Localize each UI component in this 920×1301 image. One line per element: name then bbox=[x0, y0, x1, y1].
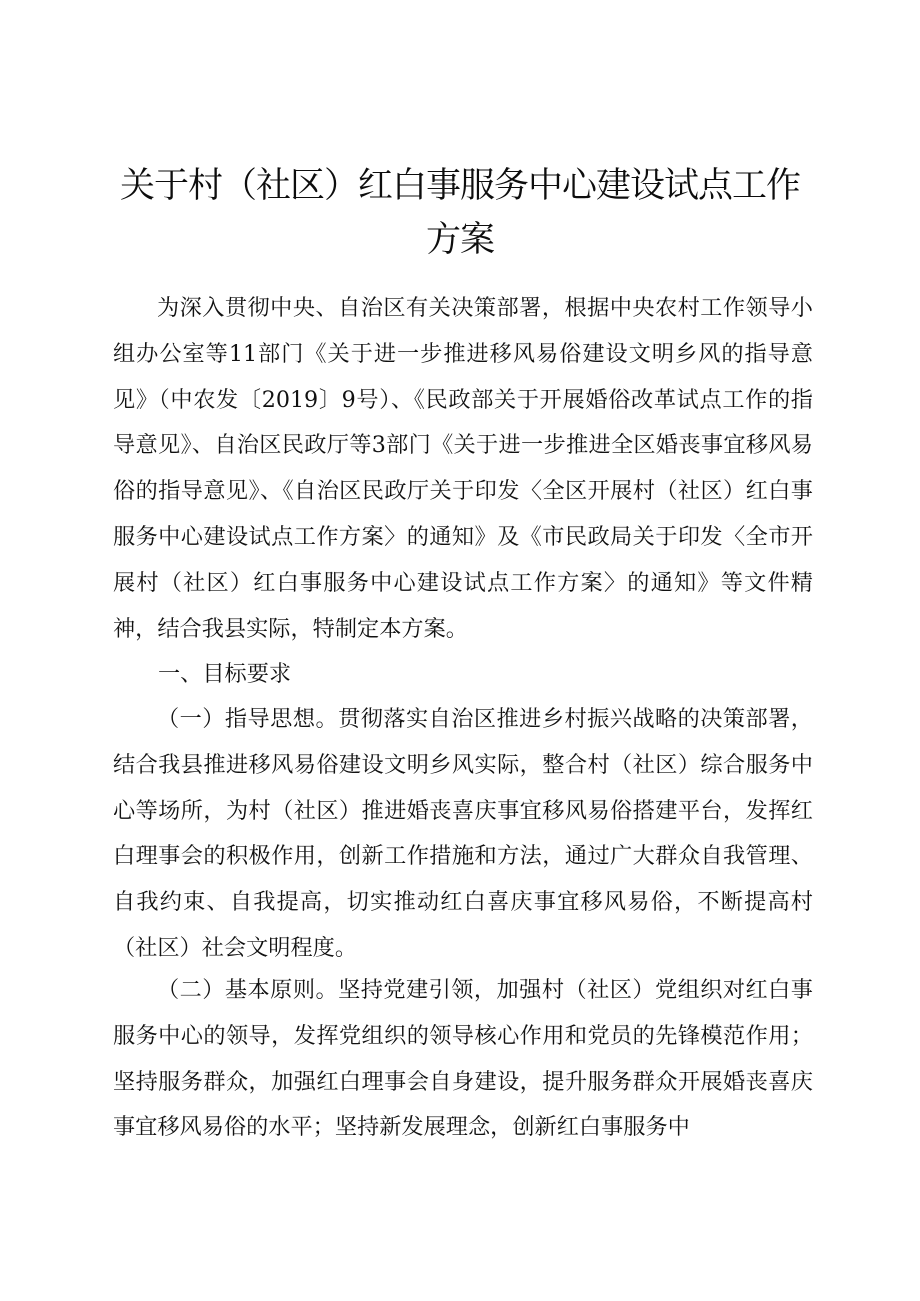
intro-paragraph bbox=[113, 286, 813, 652]
document-title-line-1: 关于村（社区）红白事服务中心建设试点工作 bbox=[119, 166, 800, 206]
guiding-ideology-paragraph bbox=[113, 697, 813, 972]
intro-text: 为深入贯彻中央、自治区有关决策部署，根据中央农村工作领导小组办公室等11部门《关于进一步推进移风易俗建设文明乡风的指导意见》（中农发〔2019〕9号）、《民政部关于开展婚俗改革试点工作的指导意见》、自治区民政厅等3部门《关于进一步推进全区婚丧事宜移风易俗的指导意见》、《自治区民政厅关于印发〈全区开展村（社区）红白事服务中心建设试点工作方案〉的通知》及《市民政局关于印发〈全市开展村（社区）红白事服务中心建设试点工作方案〉的通知》等文件精神，结合我县实际，特制定本方案。 bbox=[113, 295, 813, 642]
basic-principles-paragraph bbox=[113, 968, 813, 1151]
section-heading-goals: 一、目标要求 bbox=[158, 661, 292, 687]
basic-principles-text: （二）基本原则。坚持党建引领，加强村（社区）党组织对红白事服务中心的领导，发挥党组织的领导核心作用和党员的先锋模范作用；坚持服务群众，加强红白理事会自身建设，提升服务群众开展婚丧喜庆事宜移风易俗的水平；坚持新发展理念，创新红白事服务中 bbox=[113, 977, 813, 1141]
document-title-line-2: 方案 bbox=[425, 220, 494, 260]
guiding-ideology-text: （一）指导思想。贯彻落实自治区推进乡村振兴战略的决策部署，结合我县推进移风易俗建设文明乡风实际，整合村（社区）综合服务中心等场所，为村（社区）推进婚丧喜庆事宜移风易俗搭建平台，发挥红白理事会的积极作用，创新工作措施和方法，通过广大群众自我管理、自我约束、自我提高，切实推动红白喜庆事宜移风易俗，不断提高村（社区）社会文明程度。 bbox=[113, 706, 813, 961]
